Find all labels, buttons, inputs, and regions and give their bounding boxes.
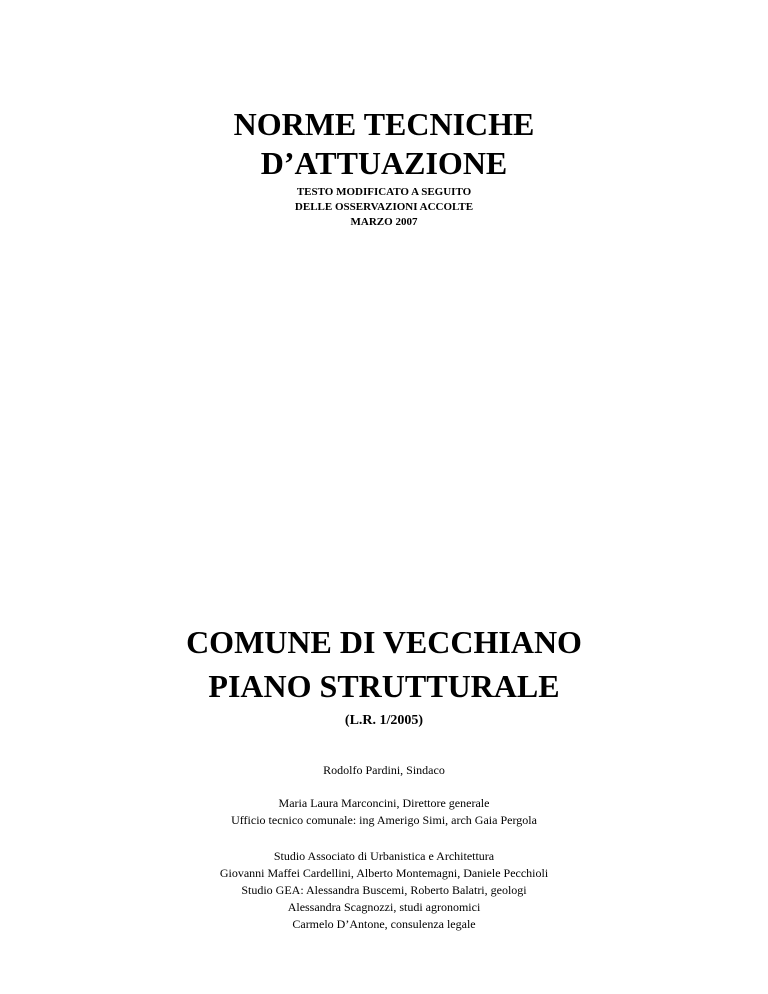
subtitle-line-1: TESTO MODIFICATO A SEGUITO bbox=[296, 186, 472, 198]
document-title-line-1: NORME TECNICHE bbox=[233, 106, 535, 142]
subtitle-date: MARZO 2007 bbox=[350, 216, 418, 228]
mayor-line: Rodolfo Pardini, Sindaco bbox=[323, 763, 445, 777]
direction-line-2: Ufficio tecnico comunale: ing Amerigo Simi, arch Gaia Pergola bbox=[231, 813, 537, 827]
studio-line-5: Carmelo D’Antone, consulenza legale bbox=[292, 917, 476, 931]
plan-title-plan: PIANO STRUTTURALE bbox=[208, 668, 560, 704]
studio-line-2: Giovanni Maffei Cardellini, Alberto Montemagni, Daniele Pecchioli bbox=[219, 866, 549, 880]
credits-studio bbox=[0, 848, 768, 933]
plan-title bbox=[0, 620, 768, 708]
studio-line-3: Studio GEA: Alessandra Buscemi, Roberto Balatri, geologi bbox=[241, 883, 527, 897]
subtitle-line-2: DELLE OSSERVAZIONI ACCOLTE bbox=[294, 201, 474, 213]
plan-title-municipality: COMUNE DI VECCHIANO bbox=[186, 624, 582, 660]
law-reference: (L.R. 1/2005) bbox=[344, 713, 424, 728]
studio-line-4: Alessandra Scagnozzi, studi agronomici bbox=[287, 900, 481, 914]
credits-mayor bbox=[0, 762, 768, 779]
credits-direction bbox=[0, 795, 768, 829]
document-title-line-2: D’ATTUAZIONE bbox=[260, 145, 508, 181]
document-title bbox=[0, 105, 768, 183]
studio-line-1: Studio Associato di Urbanistica e Architettura bbox=[273, 849, 495, 863]
direction-line-1: Maria Laura Marconcini, Direttore generale bbox=[278, 796, 490, 810]
document-subtitle bbox=[0, 185, 768, 230]
